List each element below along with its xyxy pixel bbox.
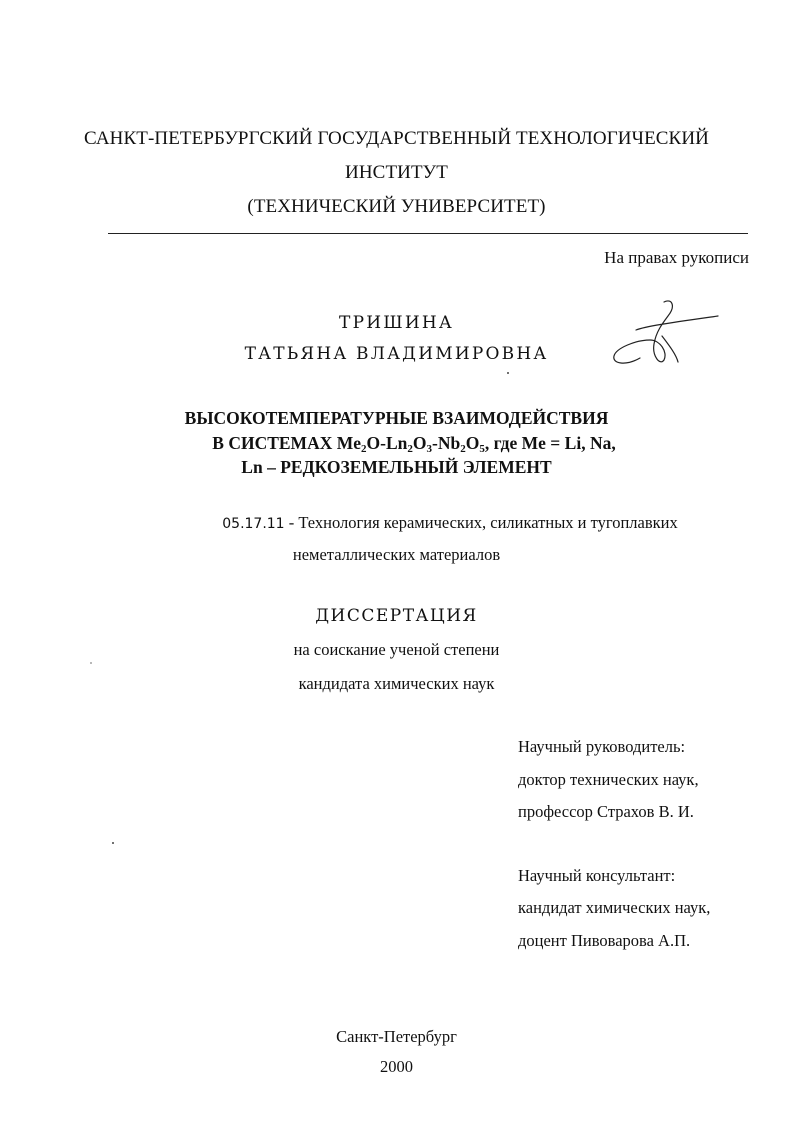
scan-speck [90, 662, 92, 664]
specialty-code: 05.17.11 [222, 516, 285, 532]
supervisor-role: Научный руководитель: [518, 737, 686, 756]
institute-name-line3: (ТЕХНИЧЕСКИЙ УНИВЕРСИТЕТ) [247, 196, 546, 217]
formula-part: -Nb [432, 433, 461, 453]
consultant-name: доцент Пивоварова А.П. [518, 931, 691, 950]
degree-line1: на соискание ученой степени [293, 640, 500, 659]
formula-sub: 2 [460, 443, 466, 455]
formula-sub: 5 [479, 443, 485, 455]
scan-speck [112, 842, 114, 844]
degree-line2: кандидата химических наук [298, 674, 495, 693]
title-line2 [0, 433, 793, 454]
title-line1: ВЫСОКОТЕМПЕРАТУРНЫЕ ВЗАИМОДЕЙСТВИЯ [184, 408, 609, 428]
title-line3: Ln – РЕДКОЗЕМЕЛЬНЫЙ ЭЛЕМЕНТ [241, 457, 552, 477]
author-given-names: ТАТЬЯНА ВЛАДИМИРОВНА [244, 344, 549, 364]
title-line2-suffix: , где Me = Li, Na, [484, 433, 616, 453]
formula-sub: 2 [407, 443, 413, 455]
consultant-degree: кандидат химических наук, [518, 898, 711, 917]
formula-part: O [412, 433, 427, 453]
manuscript-rights: На правах рукописи [604, 248, 749, 267]
formula-part: O [465, 433, 480, 453]
specialty-line1 [0, 513, 793, 533]
institute-name-line2: ИНСТИТУТ [345, 162, 448, 183]
scan-speck [507, 372, 509, 374]
supervisor-name: профессор Страхов В. И. [518, 802, 694, 821]
formula-sub: 2 [361, 443, 367, 455]
title-line2-prefix: В СИСТЕМАХ Me [212, 433, 362, 453]
supervisor-degree: доктор технических наук, [518, 770, 699, 789]
header-divider [108, 233, 748, 234]
formula-part: O-Ln [366, 433, 408, 453]
year: 2000 [380, 1057, 413, 1076]
document-type: ДИССЕРТАЦИЯ [315, 606, 478, 626]
specialty-name: - Технология керамических, силикатных и тугоплавких [284, 513, 678, 532]
city: Санкт-Петербург [336, 1027, 457, 1046]
consultant-role: Научный консультант: [518, 866, 676, 885]
institute-name-line1: САНКТ-ПЕТЕРБУРГСКИЙ ГОСУДАРСТВЕННЫЙ ТЕХНОЛОГИЧЕСКИЙ [84, 128, 709, 149]
formula-sub: 3 [426, 443, 432, 455]
author-surname: ТРИШИНА [339, 313, 454, 333]
specialty-line2: неметаллических материалов [292, 545, 501, 564]
handwritten-signature [606, 296, 724, 376]
